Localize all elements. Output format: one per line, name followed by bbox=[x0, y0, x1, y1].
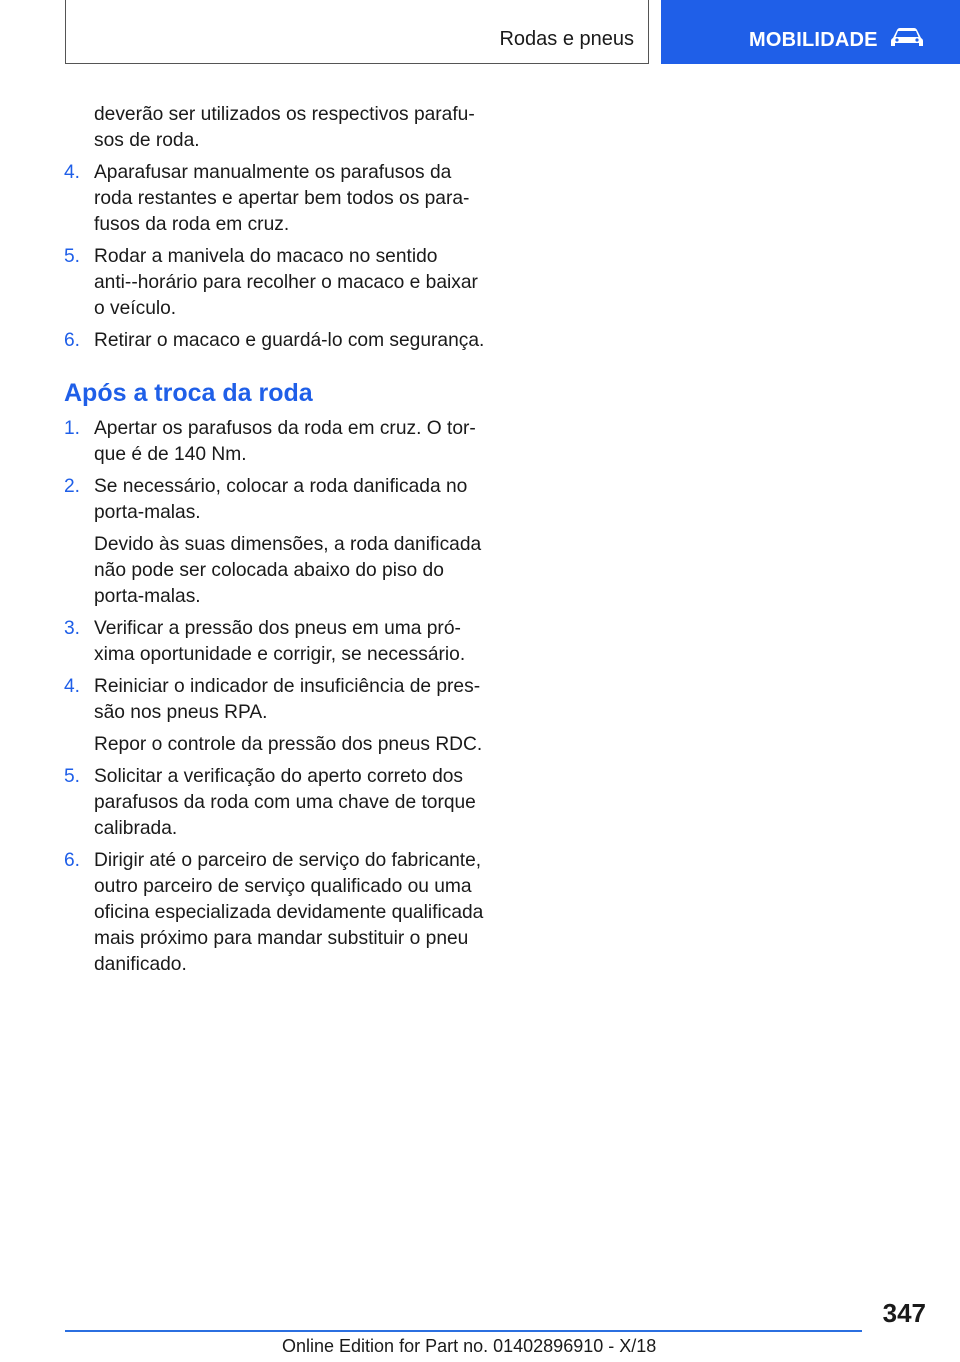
step-number: 1. bbox=[64, 418, 81, 439]
step-text: Verificar a pressão dos pneus em uma próxima oportunidade e corrigir, se necessário. bbox=[94, 618, 466, 665]
step-number: 2. bbox=[64, 476, 81, 497]
list-item bbox=[64, 474, 484, 610]
step-number: 4. bbox=[64, 162, 81, 183]
step-number: 4. bbox=[64, 676, 81, 697]
header-section-box bbox=[65, 0, 649, 64]
page-content bbox=[64, 102, 484, 984]
list-item bbox=[64, 848, 484, 978]
step-text: Retirar o macaco e guardá-lo com segurança. bbox=[94, 330, 485, 351]
footer-divider bbox=[65, 1330, 862, 1332]
continuation-paragraph: deverão ser utilizados os respectivos parafusos de roda. bbox=[94, 104, 475, 151]
page-number: 347 bbox=[882, 1298, 926, 1328]
footer-edition: Online Edition for Part no. 01402896910 - X/18 bbox=[282, 1336, 657, 1356]
step-number: 6. bbox=[64, 850, 81, 871]
car-icon bbox=[889, 26, 925, 50]
list-item bbox=[64, 416, 484, 468]
section-heading: Após a troca da roda bbox=[64, 379, 313, 407]
step-number: 3. bbox=[64, 618, 81, 639]
chapter-tab-label: MOBILIDADE bbox=[749, 29, 878, 51]
list-item bbox=[64, 244, 484, 322]
step-text: Dirigir até o parceiro de serviço do fabricante, outro parceiro de serviço qualificado ou uma oficina especializada devidamente qualificada mais próximo para mandar substituir o pneu danificado. bbox=[94, 850, 484, 975]
step-text: Solicitar a verificação do aperto correto dos parafusos da roda com uma chave de torque calibrada. bbox=[94, 766, 476, 839]
step-note: Devido às suas dimensões, a roda danificada não pode ser colocada abaixo do piso do porta-malas. bbox=[94, 534, 482, 607]
step-number: 5. bbox=[64, 766, 81, 787]
step-text: Reiniciar o indicador de insuficiência de pressão nos pneus RPA. bbox=[94, 676, 481, 723]
step-text: Rodar a manivela do macaco no sentido anti--horário para recolher o macaco e baixar o veículo. bbox=[94, 246, 478, 319]
list-item bbox=[64, 764, 484, 842]
step-number: 5. bbox=[64, 246, 81, 267]
step-text: Aparafusar manualmente os parafusos da roda restantes e apertar bem todos os parafusos da roda em cruz. bbox=[94, 162, 470, 235]
step-note: Repor o controle da pressão dos pneus RDC. bbox=[94, 734, 483, 755]
list-item bbox=[64, 674, 484, 758]
list-item bbox=[64, 328, 484, 354]
step-text: Apertar os parafusos da roda em cruz. O torque é de 140 Nm. bbox=[94, 418, 476, 465]
list-item bbox=[64, 160, 484, 238]
list-item bbox=[64, 616, 484, 668]
chapter-tab[interactable] bbox=[661, 0, 960, 64]
step-number: 6. bbox=[64, 330, 81, 351]
section-title-header: Rodas e pneus bbox=[499, 28, 634, 50]
step-text: Se necessário, colocar a roda danificada no porta-malas. bbox=[94, 476, 468, 523]
